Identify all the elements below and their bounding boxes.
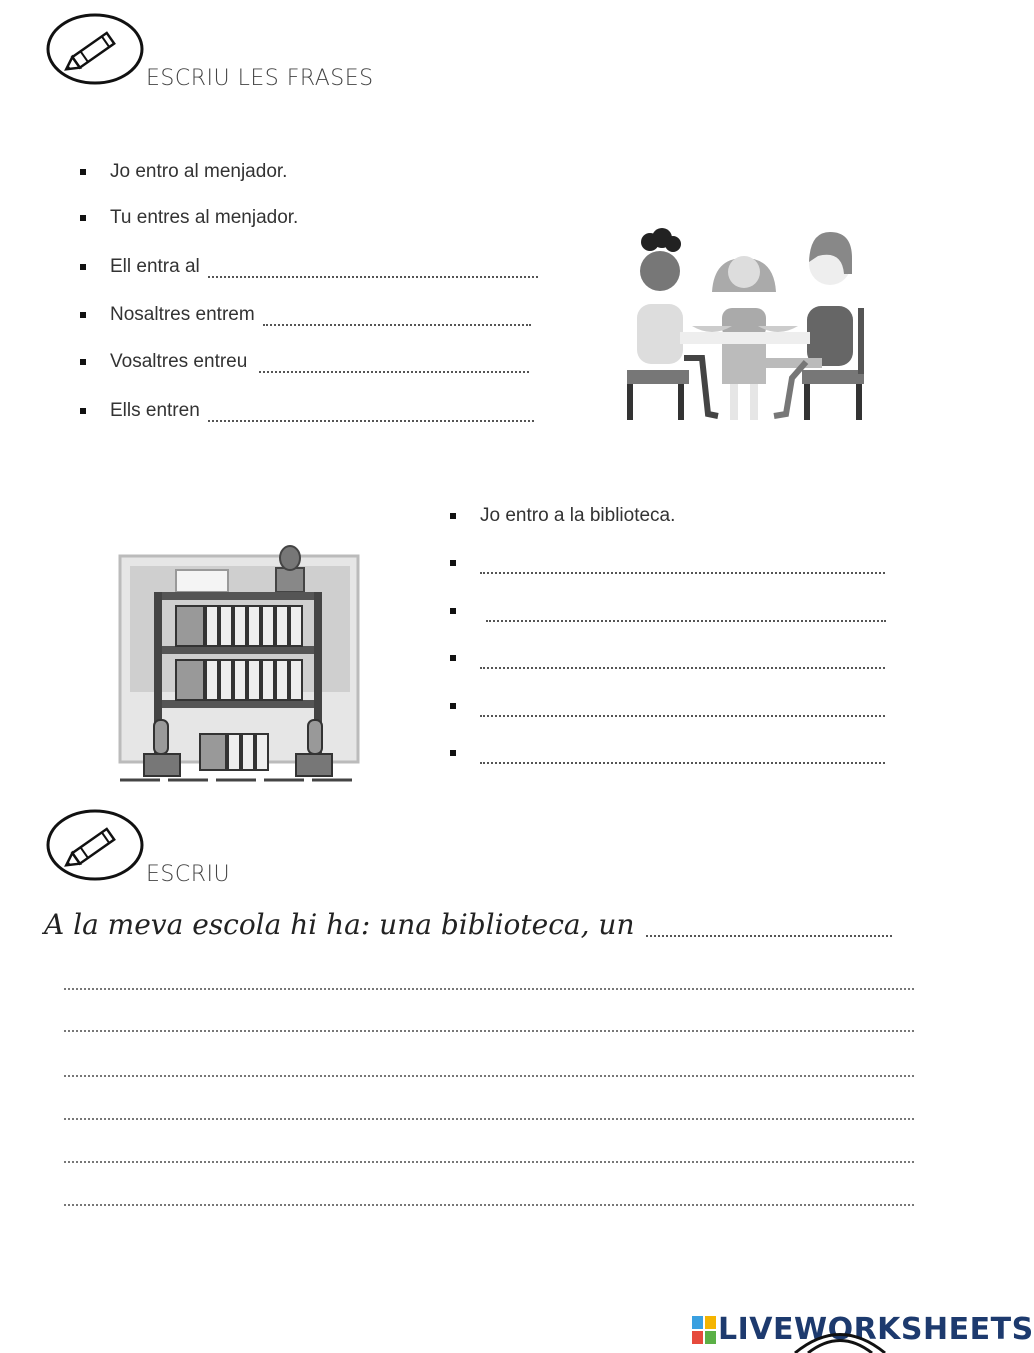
- answer-field-library-5[interactable]: [480, 740, 885, 764]
- pencil-badge-2: [46, 808, 146, 882]
- pencil-badge-1: [46, 12, 146, 86]
- logo-text: LIVEWORKSHEETS: [718, 1312, 1034, 1347]
- writing-line-6[interactable]: [64, 1204, 914, 1206]
- answer-field-library-1[interactable]: [480, 550, 885, 574]
- list-item: [450, 643, 885, 669]
- pencil-icon: [46, 808, 146, 882]
- bullet: [80, 264, 86, 270]
- answer-field-library-4[interactable]: [480, 693, 885, 717]
- section-title-write: ESCRIU: [146, 862, 231, 887]
- writing-line-4[interactable]: [64, 1118, 914, 1120]
- writing-line-3[interactable]: [64, 1075, 914, 1077]
- sentence-text: Tu entres al menjador.: [110, 207, 299, 228]
- bookshelf-icon: [116, 542, 364, 786]
- list-item: [80, 300, 531, 326]
- bullet: [450, 513, 456, 519]
- writing-line-2[interactable]: [64, 1030, 914, 1032]
- list-item: [80, 347, 529, 373]
- dining-table-people-icon: [622, 228, 867, 423]
- sentence-text: Ells entren: [110, 400, 200, 421]
- writing-line-5[interactable]: [64, 1161, 914, 1163]
- bullet: [80, 359, 86, 365]
- list-item: [450, 548, 885, 574]
- answer-field-vosaltres[interactable]: [259, 349, 529, 373]
- bullet: [80, 312, 86, 318]
- list-item: [80, 157, 287, 183]
- answer-field-nosaltres[interactable]: [263, 302, 531, 326]
- sentence-text: Nosaltres entrem: [110, 304, 255, 325]
- cursive-prompt: A la meva escola hi ha: una biblioteca, un: [44, 908, 635, 941]
- bullet: [80, 215, 86, 221]
- sentence-text: Jo entro a la biblioteca.: [480, 505, 676, 526]
- bullet: [450, 655, 456, 661]
- bullet: [450, 703, 456, 709]
- answer-field-library-2[interactable]: [486, 598, 886, 622]
- cursive-prompt-row: [44, 908, 892, 941]
- bullet: [450, 608, 456, 614]
- list-item: [450, 691, 885, 717]
- answer-field-ell[interactable]: [208, 254, 538, 278]
- answer-field-library-3[interactable]: [480, 645, 885, 669]
- list-item: [450, 738, 885, 764]
- bullet: [80, 408, 86, 414]
- list-item: [450, 501, 675, 527]
- sentence-text: Vosaltres entreu: [110, 351, 248, 372]
- list-item: [80, 396, 534, 422]
- bullet: [450, 560, 456, 566]
- writing-line-1[interactable]: [64, 988, 914, 990]
- section-title-write-sentences: ESCRIU LES FRASES: [146, 66, 374, 91]
- list-item: [80, 252, 538, 278]
- list-item: [80, 203, 298, 229]
- bullet: [80, 169, 86, 175]
- sentence-text: Jo entro al menjador.: [110, 161, 288, 182]
- decorative-arc: [790, 1326, 890, 1353]
- answer-field-ells[interactable]: [208, 398, 534, 422]
- pencil-icon: [46, 12, 146, 86]
- sentence-text: Ell entra al: [110, 256, 200, 277]
- liveworksheets-badge-icon: [692, 1316, 716, 1344]
- answer-field-school[interactable]: [646, 913, 892, 937]
- bullet: [450, 750, 456, 756]
- list-item: [450, 596, 886, 622]
